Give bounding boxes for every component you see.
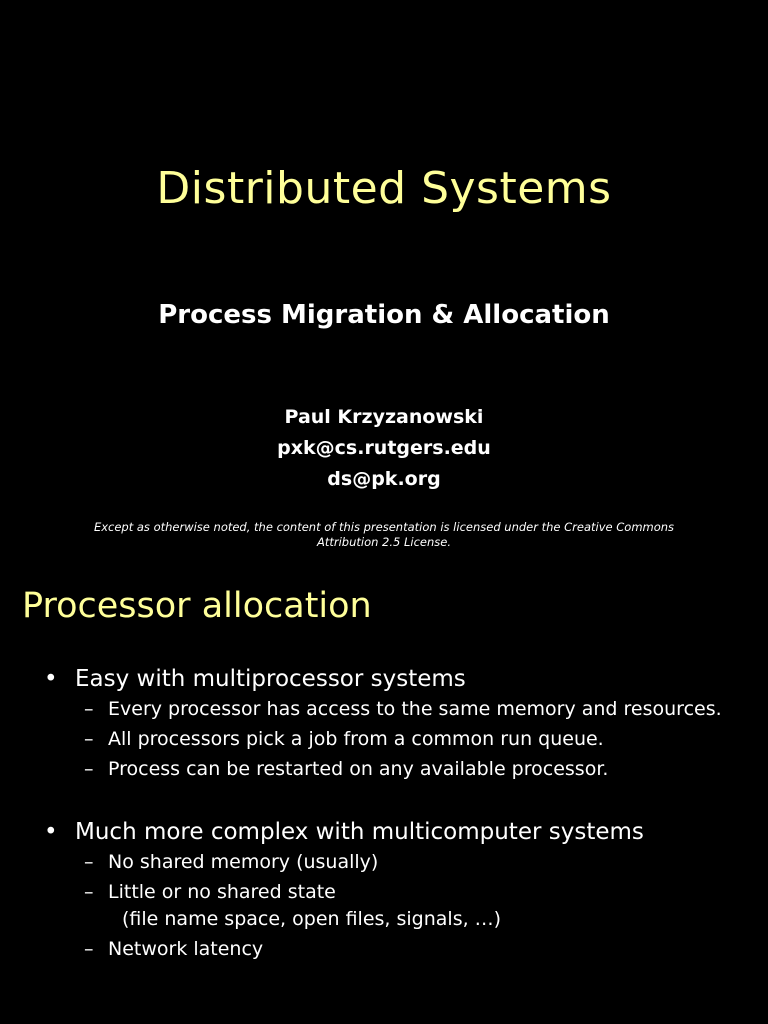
bullet-text: Easy with multiprocessor systems (75, 666, 466, 692)
dash-icon: – (84, 881, 94, 903)
sub-item (84, 756, 744, 783)
bullet-list (44, 664, 744, 966)
sub-item (84, 879, 744, 933)
slide-subtitle: Process Migration & Allocation (158, 300, 610, 330)
sub-item-text: No shared memory (usually) (108, 851, 379, 873)
bullet-icon: • (44, 666, 58, 692)
slide-heading: Processor allocation (22, 586, 372, 626)
bullet-group (44, 817, 744, 963)
license-notice (70, 520, 698, 550)
sub-item-text: Process can be restarted on any available processor. (108, 758, 609, 780)
author-name: Paul Krzyzanowski (284, 406, 484, 428)
slide-title: Distributed Systems (156, 163, 612, 214)
sub-list (44, 849, 744, 963)
author-email-primary: pxk@cs.rutgers.edu (277, 437, 491, 459)
dash-icon: – (84, 698, 94, 720)
bullet-text: Much more complex with multicomputer systems (75, 819, 644, 845)
sub-item-text: Little or no shared state (108, 881, 336, 903)
dash-icon: – (84, 938, 94, 960)
bullet-item (44, 664, 744, 694)
dash-icon: – (84, 758, 94, 780)
sub-item (84, 696, 744, 723)
sub-item-text: All processors pick a job from a common run queue. (108, 728, 604, 750)
bullet-group (44, 664, 744, 783)
sub-item-text: Network latency (108, 938, 264, 960)
bullet-item (44, 817, 744, 847)
bullet-icon: • (44, 819, 58, 845)
author-block (0, 402, 768, 495)
license-line-1: Except as otherwise noted, the content of this presentation is licensed under the Creative Commons (93, 520, 675, 534)
author-email-secondary: ds@pk.org (327, 468, 441, 490)
sub-item (84, 849, 744, 876)
content-slide (0, 576, 768, 1024)
sub-item (84, 936, 744, 963)
dash-icon: – (84, 728, 94, 750)
sub-list (44, 696, 744, 783)
license-line-2: Attribution 2.5 License. (316, 535, 452, 549)
sub-item-text: Every processor has access to the same memory and resources. (108, 698, 722, 720)
dash-icon: – (84, 851, 94, 873)
sub-item (84, 726, 744, 753)
sub-item-continuation: (file name space, open files, signals, …) (122, 908, 502, 930)
